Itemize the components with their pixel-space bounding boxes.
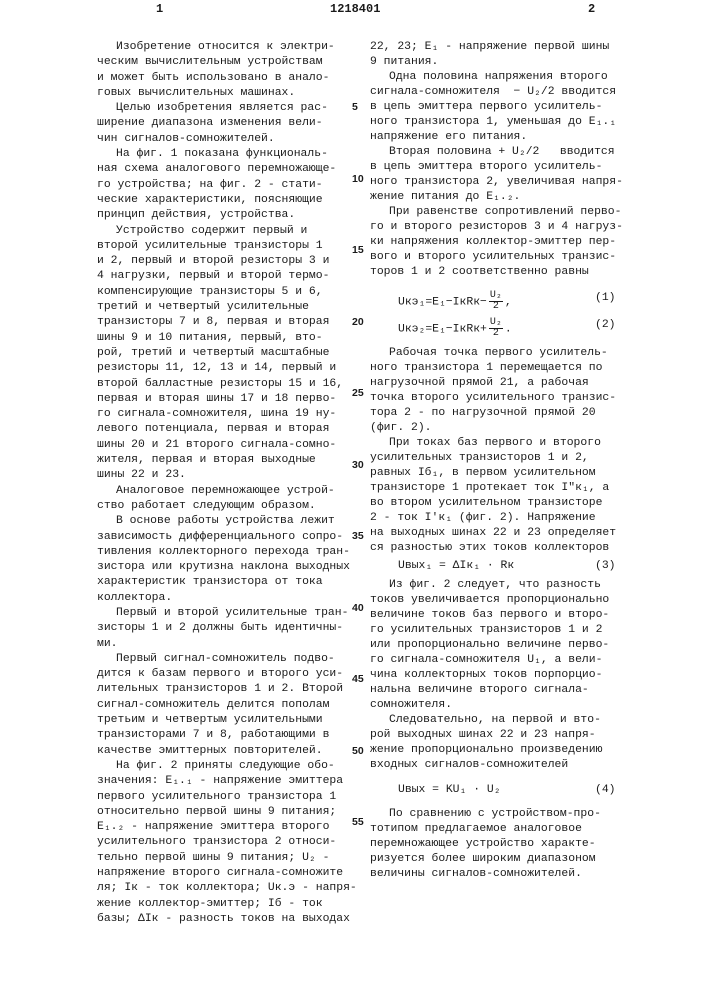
text-line: равных Iб₁, в первом усилительном — [370, 466, 632, 481]
equation-number: (4) — [595, 783, 616, 798]
text-line: ризуется более широким диапазоном — [370, 852, 632, 867]
text-line: зистора или крутизна наклона выходных — [97, 560, 359, 575]
text-line: и 2, первый и второй резисторы 3 и — [97, 254, 359, 269]
text-line: зисторы 1 и 2 должны быть идентичны- — [97, 621, 359, 636]
paragraph — [97, 759, 359, 927]
text-line: ширение диапазона изменения вели- — [97, 116, 359, 131]
formula-1 — [370, 286, 632, 313]
text-line: ми. — [97, 637, 359, 652]
text-line: сигнала-сомножителя − U₂/2 вводится — [370, 85, 632, 100]
text-line: коллектора. — [97, 591, 359, 606]
text-line: Целью изобретения является рас- — [97, 101, 359, 116]
text-line: второй балластные резисторы 15 и 16, — [97, 377, 359, 392]
paragraph — [370, 346, 632, 436]
text-line: рой выходных шинах 22 и 23 напря- — [370, 728, 632, 743]
text-line: ческие характеристики, поясняющие — [97, 193, 359, 208]
text-line: усилительного транзистора 2 относи- — [97, 835, 359, 850]
text-line: чина коллекторных токов порпорцио- — [370, 668, 632, 683]
text-line: жение коллектор-эмиттер; Iб - ток — [97, 897, 359, 912]
formula-expression: Uвых = KU₁ · U₂ — [398, 783, 501, 798]
text-line: 22, 23; E₁ - напряжение первой шины — [370, 40, 632, 55]
equation-number: (1) — [595, 291, 616, 306]
line-number: 35 — [352, 530, 368, 542]
text-line: На фиг. 1 показана функциональ- — [97, 147, 359, 162]
text-line: входных сигналов-сомножителей — [370, 758, 632, 773]
text-line: первая и вторая шины 17 и 18 перво- — [97, 392, 359, 407]
text-line: го сигнала-сомножителя U₁, а вели- — [370, 653, 632, 668]
paragraph — [370, 436, 632, 556]
text-line: относительно первой шины 9 питания; — [97, 805, 359, 820]
text-line: жение питания до E₁.₂. — [370, 190, 632, 205]
paragraph — [370, 713, 632, 773]
equation-number: (3) — [595, 559, 616, 574]
text-line: или пропорционально величине перво- — [370, 638, 632, 653]
line-number: 50 — [352, 745, 368, 757]
paragraph — [97, 652, 359, 759]
text-line: Одна половина напряжения второго — [370, 70, 632, 85]
text-line: величины сигналов-сомножителей. — [370, 867, 632, 882]
text-line: шины 22 и 23. — [97, 468, 359, 483]
formula-2 — [370, 313, 632, 340]
fraction — [489, 318, 503, 339]
text-line: ного транзистора 1 перемещается по — [370, 361, 632, 376]
paragraph — [370, 70, 632, 145]
text-line: нальна величине второго сигнала- — [370, 683, 632, 698]
text-line: 4 нагрузки, первый и второй термо- — [97, 269, 359, 284]
right-column-text — [370, 40, 632, 882]
text-line: При токах баз первого и второго — [370, 436, 632, 451]
paragraph — [370, 578, 632, 713]
paragraph — [97, 101, 359, 147]
text-line: третьим и четвертым усилительными — [97, 713, 359, 728]
line-number: 10 — [352, 173, 368, 185]
text-line: E₁.₂ - напряжение эмиттера второго — [97, 820, 359, 835]
text-line: ки напряжения коллектор-эмиттер пер- — [370, 235, 632, 250]
page-number-left: 1 — [156, 2, 163, 16]
text-line: На фиг. 2 приняты следующие обо- — [97, 759, 359, 774]
fraction-denominator: 2 — [489, 329, 503, 339]
text-line: шины 9 и 10 питания, первый, вто- — [97, 331, 359, 346]
text-line: го сигнала-сомножителя, шина 19 ну- — [97, 407, 359, 422]
line-number: 25 — [352, 387, 368, 399]
text-line: го и второго резисторов 3 и 4 нагруз- — [370, 220, 632, 235]
text-line: Первый сигнал-сомножитель подво- — [97, 652, 359, 667]
text-line: первого усилительного транзистора 1 — [97, 790, 359, 805]
fraction-denominator: 2 — [489, 302, 503, 312]
text-line: ство работает следующим образом. — [97, 499, 359, 514]
paragraph — [370, 145, 632, 205]
text-line: Из фиг. 2 следует, что разность — [370, 578, 632, 593]
text-line: Рабочая точка первого усилитель- — [370, 346, 632, 361]
text-line: 9 питания. — [370, 55, 632, 70]
text-line: сигнал-сомножитель делится пополам — [97, 698, 359, 713]
text-line: ная схема аналогового перемножающе- — [97, 162, 359, 177]
paragraph — [97, 147, 359, 223]
text-line: второй усилительные транзисторы 1 — [97, 239, 359, 254]
text-line: токов увеличивается пропорционально — [370, 593, 632, 608]
left-column-text — [97, 40, 359, 927]
text-line: лительных транзисторов 1 и 2. Второй — [97, 682, 359, 697]
text-line: В основе работы устройства лежит — [97, 514, 359, 529]
text-line: в цепь эмиттера второго усилитель- — [370, 160, 632, 175]
text-line: го устройства; на фиг. 2 - стати- — [97, 178, 359, 193]
text-line: По сравнению с устройством-про- — [370, 807, 632, 822]
text-line: базы; ΔIк - разность токов на выходах — [97, 912, 359, 927]
text-line: жителя, первая и вторая выходные — [97, 453, 359, 468]
line-number: 45 — [352, 673, 368, 685]
patent-page — [0, 0, 707, 1000]
text-line: третий и четвертый усилительные — [97, 300, 359, 315]
text-line: ся разностью этих токов коллекторов — [370, 541, 632, 556]
text-line: напряжение второго сигнала-сомножите — [97, 866, 359, 881]
text-line: го усилительных транзисторов 1 и 2 — [370, 623, 632, 638]
text-line: чин сигналов-сомножителей. — [97, 132, 359, 147]
line-number: 20 — [352, 316, 368, 328]
paragraph — [97, 514, 359, 606]
formula-lhs: Uкэ₁=E₁−IкRк− — [398, 297, 487, 309]
text-line: транзисторами 7 и 8, работающими в — [97, 728, 359, 743]
text-line: на выходных шинах 22 и 23 определяет — [370, 526, 632, 541]
text-line: жение пропорционально произведению — [370, 743, 632, 758]
line-number: 5 — [352, 101, 368, 113]
formula-punct: , — [505, 297, 512, 309]
text-line: точка второго усилительного транзис- — [370, 391, 632, 406]
text-line: величине токов баз первого и второ- — [370, 608, 632, 623]
paragraph — [370, 205, 632, 280]
paragraph — [370, 807, 632, 882]
line-number: 15 — [352, 244, 368, 256]
text-line: Первый и второй усилительные тран- — [97, 606, 359, 621]
text-line: сомножителя. — [370, 698, 632, 713]
text-line: рой, третий и четвертый масштабные — [97, 346, 359, 361]
text-line: качестве эмиттерных повторителей. — [97, 744, 359, 759]
text-line: говых вычислительных машинах. — [97, 86, 359, 101]
text-line: транзисторе 1 протекает ток I″к₁, а — [370, 481, 632, 496]
formula-3 — [370, 556, 632, 578]
patent-number: 1218401 — [330, 2, 380, 16]
text-line: тельно первой шины 9 питания; U₂ - — [97, 851, 359, 866]
text-line: шины 20 и 21 второго сигнала-сомно- — [97, 438, 359, 453]
text-line: значения: E₁.₁ - напряжение эмиттера — [97, 774, 359, 789]
line-number: 55 — [352, 816, 368, 828]
page-number-right: 2 — [588, 2, 595, 16]
fraction — [489, 291, 503, 312]
text-line: характеристик транзистора от тока — [97, 575, 359, 590]
text-line: (фиг. 2). — [370, 421, 632, 436]
text-line: транзисторы 7 и 8, первая и вторая — [97, 315, 359, 330]
text-line: 2 - ток I′к₁ (фиг. 2). Напряжение — [370, 511, 632, 526]
text-line: ного транзистора 2, увеличивая напря- — [370, 175, 632, 190]
paragraph — [97, 224, 359, 484]
text-line: резисторы 11, 12, 13 и 14, первый и — [97, 361, 359, 376]
text-line: тивления коллекторного перехода тран- — [97, 545, 359, 560]
text-line: перемножающее устройство характе- — [370, 837, 632, 852]
formula-expression: Uвых₁ = ΔIк₁ · Rк — [398, 559, 514, 574]
line-number: 30 — [352, 459, 368, 471]
text-line: ческим вычислительным устройствам — [97, 55, 359, 70]
equation-number: (2) — [595, 318, 616, 333]
text-line: вого и второго усилительных транзис- — [370, 250, 632, 265]
text-line: торов 1 и 2 соответственно равны — [370, 265, 632, 280]
text-line: ного транзистора 1, уменьшая до E₁.₁ — [370, 115, 632, 130]
text-line: зависимость дифференциального сопро- — [97, 530, 359, 545]
text-line: принцип действия, устройства. — [97, 208, 359, 223]
formula-punct: . — [505, 324, 512, 336]
paragraph — [97, 40, 359, 101]
text-line: в цепь эмиттера первого усилитель- — [370, 100, 632, 115]
text-line: во втором усилительном транзисторе — [370, 496, 632, 511]
formula-lhs: Uкэ₂=E₁−IкRк+ — [398, 324, 487, 336]
fraction-numerator: U₂ — [489, 318, 503, 329]
text-line: тотипом предлагаемое аналоговое — [370, 822, 632, 837]
text-line: Изобретение относится к электри- — [97, 40, 359, 55]
text-line: тора 2 - по нагрузочной прямой 20 — [370, 406, 632, 421]
text-line: компенсирующие транзисторы 5 и 6, — [97, 285, 359, 300]
text-line: Устройство содержит первый и — [97, 224, 359, 239]
paragraph — [97, 484, 359, 515]
text-line: напряжение его питания. — [370, 130, 632, 145]
text-line: Вторая половина + U₂/2 вводится — [370, 145, 632, 160]
text-line: При равенстве сопротивлений перво- — [370, 205, 632, 220]
formula-4 — [370, 773, 632, 807]
text-line: Аналоговое перемножающее устрой- — [97, 484, 359, 499]
text-line: и может быть использовано в анало- — [97, 71, 359, 86]
text-line: нагрузочной прямой 21, а рабочая — [370, 376, 632, 391]
text-line: левого потенциала, первая и вторая — [97, 422, 359, 437]
text-line: Следовательно, на первой и вто- — [370, 713, 632, 728]
fraction-numerator: U₂ — [489, 291, 503, 302]
text-line: усилительных транзисторов 1 и 2, — [370, 451, 632, 466]
text-line: дится к базам первого и второго уси- — [97, 667, 359, 682]
text-line: ля; Iк - ток коллектора; Uк.э - напря- — [97, 881, 359, 896]
paragraph — [370, 40, 632, 70]
paragraph — [97, 606, 359, 652]
line-number: 40 — [352, 602, 368, 614]
